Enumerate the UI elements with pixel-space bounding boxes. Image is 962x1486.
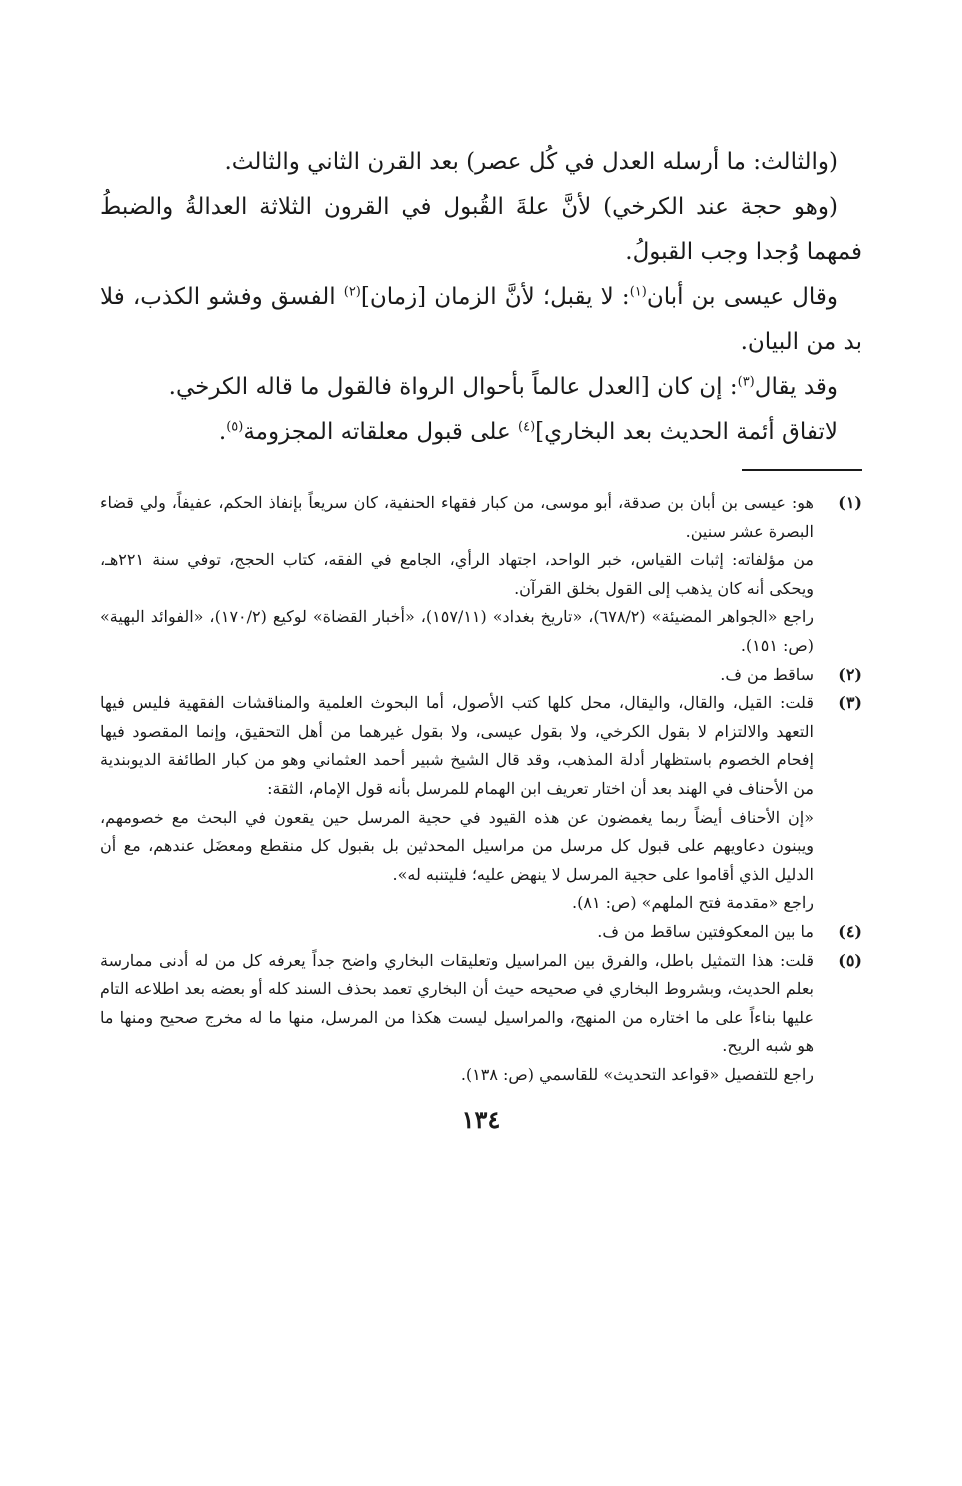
paragraph-text: . [218,419,227,445]
footnote-body [100,489,814,661]
footnote-ref-4: (٤) [518,419,536,435]
main-paragraph-5 [100,410,862,455]
paragraph-text: : إن كان [العدل عالماً بأحوال الرواة فالقول ما قاله الكرخي. [168,374,738,400]
footnote-2 [100,661,862,690]
footnote-5 [100,947,862,1090]
footnote-4 [100,918,862,947]
footnote-line: راجع «مقدمة فتح الملهم» (ص: ٨١). [572,893,814,913]
footnote-separator [742,469,862,471]
paragraph-text: وقال عيسى بن أبان [646,284,838,310]
footnote-body [100,947,814,1090]
book-page [100,140,862,1440]
main-paragraph-1 [100,140,862,185]
footnote-1 [100,489,862,661]
paragraph-text: الفسق وفشو الكذب، فلا بد من البيان. [100,284,862,355]
footnote-number: (٢) [838,664,862,684]
footnotes [100,489,862,1089]
footnote-body [100,689,814,918]
footnote-number: (٤) [838,921,862,941]
footnote-ref-3: (٣) [737,374,755,390]
paragraph-text: (وهو حجة عند الكرخي) لأنَّ علةَ القُبول في القرون الثلاثة العدالةُ والضبطُ فمهما وُجدا وجب القبولُ. [100,194,862,265]
paragraph-text: لاتفاق أئمة الحديث بعد البخاري] [535,419,838,445]
footnote-line: ساقط من ف. [720,664,814,684]
paragraph-text: (والثالث: ما أرسله العدل في كُل عصر) بعد القرن الثاني والثالث. [224,149,838,175]
footnote-line: هو: عيسى بن أبان بن صدقة، أبو موسى، من كبار فقهاء الحنفية، كان سريعاً بإنفاذ الحكم، عفيفاً، ولي قضاء البصرة عشر سنين. [100,493,814,541]
footnote-line: راجع للتفصيل «قواعد التحديث» للقاسمي (ص: ١٣٨). [460,1064,814,1084]
footnote-line: من مؤلفاته: إثبات القياس، خبر الواحد، اجتهاد الرأي، الجامع في الفقه، كتاب الحجج، توفي سنة ٢٢١هـ، ويحكى أنه كان يذهب إلى القول بخلق القرآن. [100,550,814,598]
footnote-line: قلت: هذا التمثيل باطل، والفرق بين المراسيل وتعليقات البخاري واضح جداً يعرفه كل من له أدنى ممارسة بعلم الحديث، وبشروط البخاري في صحيحه حيث أن البخاري تعمد بحذف السند كله أو بعضه بعد اطلاعه التام عليها بناءاً على ما اختاره من المنهج، والمراسيل ليست هكذا من المرسل، منها ما له مخرج صحيح ومنها ما هو شبه الريح. [100,950,815,1056]
footnote-body [100,918,814,947]
footnote-ref-5: (٥) [226,419,244,435]
paragraph-text: وقد يقال [754,374,838,400]
footnote-3 [100,689,862,918]
footnote-number: (١) [838,493,862,512]
main-text [100,140,862,455]
footnote-ref-1: (١) [629,284,647,300]
footnote-number: (٥) [838,950,862,970]
footnote-line: راجع «الجواهر المضيئة» (٦٧٨/٢)، «تاريخ بغداد» (١٥٧/١١)، «أخبار القضاة» لوكيع (١٧٠/٢)، «الفوائد البهية» (ص: ١٥١). [100,607,815,655]
footnote-ref-2: (٢) [343,284,361,300]
paragraph-text: على قبول معلقاته المجزومة [243,419,519,445]
footnote-quote: «إن الأحناف أيضاً ربما يغمضون عن هذه القيود في حجية المرسل حين يقعون في البحث مع خصومهم، ويبنون دعاويهم على قبول كل مرسل من مراسيل المحدثين بل بقبول كل منقطع ومعضَل عندهم، مع أن الدليل الذي أقاموا على حجية المرسل لا ينهض عليه؛ فليتنبه له». [100,807,814,884]
footnote-line: ما بين المعكوفتين ساقط من ف. [597,921,814,941]
main-paragraph-2 [100,185,862,275]
paragraph-text: : لا يقبل؛ لأنَّ الزمان [زمان] [360,284,630,310]
main-paragraph-3 [100,275,862,365]
footnote-number: (٣) [838,693,862,713]
footnote-body [100,661,814,690]
footnote-line: قلت: القيل، والقال، واليقال، محل كلها كتب الأصول، أما البحوث العلمية والمناقشات الفقهية فليس فيها التعهد والالتزام لا بقول الكرخي، ولا بقول عيسى، ولا بقول غيرهما من أهل التحقيق، وإنما المقصود فيها إفحام الخصوم باستظهار أدلة المذهب، وقد قال الشيخ شبير أحمد العثماني وهو من كبار الطائفة الديوبندية من الأحناف في الهند بعد أن اختار تعريف ابن الهمام للمرسل بأنه قول الإمام، الثقة: [100,693,814,798]
page-number: ١٣٤ [461,1105,501,1135]
main-paragraph-4 [100,365,862,410]
